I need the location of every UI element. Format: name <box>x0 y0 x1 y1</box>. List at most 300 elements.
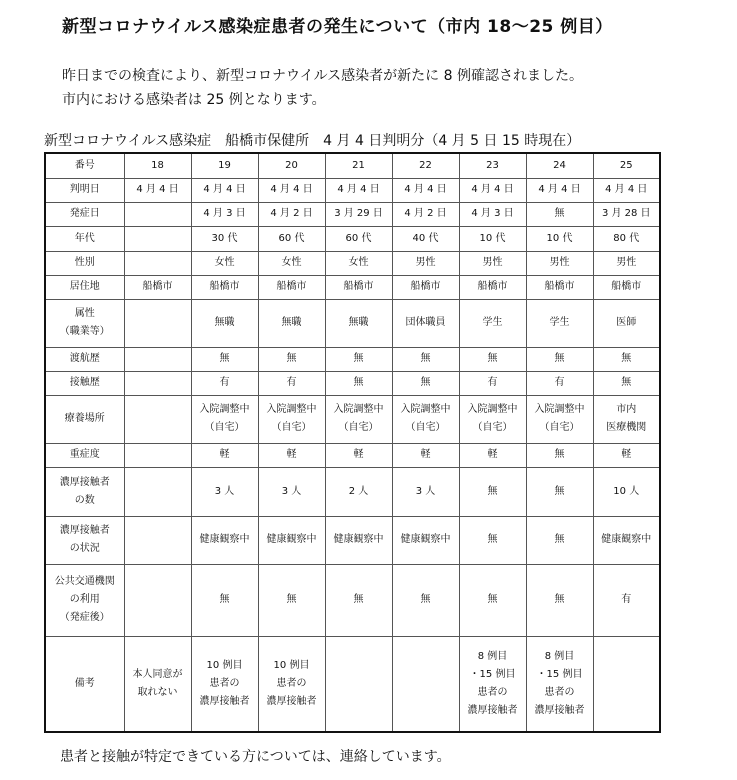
table-row <box>45 395 660 443</box>
table-cell <box>258 153 325 178</box>
cell-line: 女性 <box>281 257 302 268</box>
cell-line: 有 <box>621 594 632 605</box>
cell-line: 8 例目 <box>544 650 575 662</box>
table-cell <box>325 564 392 636</box>
table-cell <box>124 516 191 564</box>
cell-line: 本人同意が <box>132 668 183 680</box>
table-cell <box>593 226 660 251</box>
cell-line: 60 代 <box>278 232 305 244</box>
table-cell <box>526 178 593 202</box>
cell-line: 3 月 29 日 <box>334 208 383 219</box>
cell-line: 男性 <box>549 257 570 268</box>
row-header-line: 居住地 <box>69 281 100 292</box>
cell-line: （自宅） <box>405 422 446 433</box>
cell-line: 有 <box>554 377 565 388</box>
cell-line: 無職 <box>348 317 369 328</box>
table-cell <box>258 251 325 275</box>
cell-line: 軽 <box>487 449 498 460</box>
table-cell <box>526 564 593 636</box>
table-cell <box>325 636 392 732</box>
cell-line: 女性 <box>214 257 235 268</box>
table-cell <box>526 467 593 516</box>
cell-line: 医療機関 <box>606 422 647 433</box>
cell-line: （自宅） <box>539 422 580 433</box>
cell-line: （自宅） <box>338 422 379 433</box>
table-cell <box>258 443 325 467</box>
cell-line: 4 月 4 日 <box>404 184 447 195</box>
cell-line: 4 月 4 日 <box>538 184 581 195</box>
table-cell <box>526 347 593 371</box>
cell-line: 無 <box>621 353 632 364</box>
cell-line: 無 <box>487 594 498 605</box>
cell-line: 有 <box>487 377 498 388</box>
table-cell <box>459 516 526 564</box>
row-header-line: （職業等） <box>59 326 110 337</box>
row-header-line: の状況 <box>69 543 100 554</box>
table-row <box>45 275 660 299</box>
table-cell <box>258 636 325 732</box>
cell-line: 団体職員 <box>405 317 446 328</box>
cell-line: 18 <box>151 159 164 171</box>
cell-line: 無 <box>353 594 364 605</box>
row-header-line: 性別 <box>74 257 95 268</box>
table-cell <box>459 226 526 251</box>
cell-line: 23 <box>486 159 499 171</box>
table-cell <box>526 153 593 178</box>
cell-line: 無 <box>554 449 565 460</box>
cell-line: 21 <box>352 159 365 171</box>
cell-line: 軽 <box>621 449 632 460</box>
cell-line: 船橋市 <box>611 281 642 292</box>
cell-line: 無 <box>554 594 565 605</box>
table-cell <box>459 564 526 636</box>
cell-line: （自宅） <box>472 422 513 433</box>
cell-line: 船橋市 <box>544 281 575 292</box>
cell-line: 4 月 2 日 <box>404 208 447 219</box>
table-cell <box>258 395 325 443</box>
cell-line: 軽 <box>219 449 230 460</box>
table-cell <box>593 564 660 636</box>
table-cell <box>392 275 459 299</box>
cell-line: 無職 <box>214 317 235 328</box>
table-cell <box>392 636 459 732</box>
table-row <box>45 516 660 564</box>
table-cell <box>593 275 660 299</box>
row-header <box>45 347 124 371</box>
table-cell <box>124 202 191 226</box>
table-cell <box>325 251 392 275</box>
cell-line: 4 月 4 日 <box>337 184 380 195</box>
table-cell <box>459 371 526 395</box>
table-cell <box>124 467 191 516</box>
row-header-line: 発症日 <box>69 208 100 219</box>
table-cell <box>459 347 526 371</box>
cell-line: 無 <box>487 485 498 497</box>
cell-line: （自宅） <box>204 422 245 433</box>
table-row <box>45 443 660 467</box>
cell-line: 3 人 <box>281 485 302 497</box>
cell-line: 医師 <box>616 317 637 328</box>
table-row <box>45 347 660 371</box>
table-cell <box>258 226 325 251</box>
table-row <box>45 564 660 636</box>
cell-line: 船橋市 <box>410 281 441 292</box>
cell-line: 3 人 <box>214 485 235 497</box>
table-row <box>45 251 660 275</box>
cell-line: 2 人 <box>348 485 369 497</box>
table-cell <box>526 251 593 275</box>
cell-line: 健康観察中 <box>400 534 451 545</box>
table-cell <box>191 251 258 275</box>
cell-line: 濃厚接触者 <box>534 704 585 716</box>
table-row <box>45 226 660 251</box>
table-cell <box>526 275 593 299</box>
table-cell <box>392 226 459 251</box>
table-cell <box>459 395 526 443</box>
cell-line: 無 <box>286 353 297 364</box>
table-row <box>45 299 660 347</box>
cell-line: 市内 <box>616 404 637 415</box>
table-cell <box>593 467 660 516</box>
cell-line: 無 <box>353 377 364 388</box>
cell-line: 無 <box>487 353 498 364</box>
cell-line: 無 <box>420 353 431 364</box>
table-cell <box>526 516 593 564</box>
table-cell <box>325 178 392 202</box>
row-header <box>45 275 124 299</box>
cell-line: 患者の <box>544 686 575 698</box>
row-header <box>45 467 124 516</box>
cell-line: 8 例目 <box>477 650 508 662</box>
row-header <box>45 371 124 395</box>
row-header <box>45 395 124 443</box>
table-cell <box>392 443 459 467</box>
table-cell <box>325 202 392 226</box>
cell-line: 4 月 4 日 <box>270 184 313 195</box>
table-cell <box>258 564 325 636</box>
row-header-line: 重症度 <box>69 449 100 460</box>
table-cell <box>459 178 526 202</box>
cell-line: 10 例目 <box>206 659 243 671</box>
table-cell <box>191 443 258 467</box>
cell-line: 軽 <box>420 449 431 460</box>
table-cell <box>124 443 191 467</box>
cell-line: ・15 例目 <box>536 668 583 680</box>
cell-line: 無 <box>554 534 565 545</box>
row-header-line: 公共交通機関 <box>54 576 115 587</box>
cell-line: 無 <box>219 594 230 605</box>
cell-line: 3 人 <box>415 485 436 497</box>
table-caption: 新型コロナウイルス感染症 船橋市保健所 4 月 4 日判明分（4 月 5 日 15 時現在） <box>44 133 581 149</box>
table-cell <box>325 347 392 371</box>
cell-line: 入院調整中 <box>534 404 585 415</box>
table-cell <box>325 275 392 299</box>
table-cell <box>593 395 660 443</box>
table-cell <box>124 371 191 395</box>
row-header <box>45 226 124 251</box>
table-cell <box>124 395 191 443</box>
cell-line: 男性 <box>616 257 637 268</box>
cell-line: 男性 <box>482 257 503 268</box>
table-cell <box>191 636 258 732</box>
table-cell <box>124 251 191 275</box>
table-cell <box>191 564 258 636</box>
cell-line: 4 月 4 日 <box>203 184 246 195</box>
page-title: 新型コロナウイルス感染症患者の発生について（市内 18〜25 例目） <box>62 17 613 37</box>
table-cell <box>593 251 660 275</box>
cell-line: 無 <box>219 353 230 364</box>
row-header <box>45 202 124 226</box>
cell-line: 無 <box>554 353 565 364</box>
table-cell <box>392 202 459 226</box>
cell-line: 25 <box>619 159 633 171</box>
table-row <box>45 202 660 226</box>
table-cell <box>593 347 660 371</box>
cell-line: 入院調整中 <box>199 404 250 415</box>
cell-line: 4 月 2 日 <box>270 208 313 219</box>
cell-line: 患者の <box>276 677 307 689</box>
cell-line: 有 <box>219 377 230 388</box>
table-cell <box>459 636 526 732</box>
cell-line: 無 <box>554 208 565 219</box>
cell-line: 3 月 28 日 <box>601 208 651 219</box>
cell-line: 無 <box>420 594 431 605</box>
row-header-line: 備考 <box>74 677 95 689</box>
table-cell <box>191 275 258 299</box>
row-header-line: 接触歴 <box>69 377 100 388</box>
row-header-line: 年代 <box>74 232 95 244</box>
row-header <box>45 153 124 178</box>
cell-line: 入院調整中 <box>266 404 317 415</box>
row-header <box>45 443 124 467</box>
table-cell <box>191 347 258 371</box>
cell-line: 軽 <box>353 449 364 460</box>
cell-line: 無 <box>621 377 632 388</box>
table-cell <box>459 251 526 275</box>
cell-line: 無 <box>487 534 498 545</box>
table-cell <box>593 516 660 564</box>
cell-line: 19 <box>218 159 231 171</box>
cell-line: 軽 <box>286 449 297 460</box>
table-cell <box>191 153 258 178</box>
table-cell <box>124 178 191 202</box>
cell-line: 有 <box>286 377 297 388</box>
row-header-line: （発症後） <box>59 612 110 623</box>
row-header-line: 濃厚接触者 <box>59 525 110 536</box>
row-header <box>45 564 124 636</box>
table-cell <box>459 299 526 347</box>
table-cell <box>593 153 660 178</box>
table-cell <box>392 347 459 371</box>
cell-line: 船橋市 <box>477 281 508 292</box>
cell-line: 健康観察中 <box>266 534 317 545</box>
table-cell <box>258 202 325 226</box>
cell-line: 入院調整中 <box>333 404 384 415</box>
row-header-line: 療養場所 <box>64 413 105 424</box>
table-cell <box>392 299 459 347</box>
cell-line: 30 代 <box>211 232 238 244</box>
table-cell <box>124 347 191 371</box>
table-cell <box>191 299 258 347</box>
table-cell <box>392 153 459 178</box>
table-cell <box>392 251 459 275</box>
table-cell <box>526 443 593 467</box>
table-row <box>45 371 660 395</box>
cell-line: 患者の <box>477 686 508 698</box>
table-cell <box>526 371 593 395</box>
cell-line: 24 <box>553 159 566 171</box>
table-cell <box>526 299 593 347</box>
cell-line: 船橋市 <box>343 281 374 292</box>
table-cell <box>392 371 459 395</box>
table-cell <box>593 636 660 732</box>
row-header-line: 属性 <box>74 308 95 319</box>
table-cell <box>258 275 325 299</box>
cell-line: 入院調整中 <box>467 404 518 415</box>
table-cell <box>191 516 258 564</box>
row-header-line: 番号 <box>74 159 95 171</box>
table-cell <box>258 299 325 347</box>
cell-line: 濃厚接触者 <box>199 695 250 707</box>
table-cell <box>325 371 392 395</box>
table-cell <box>258 347 325 371</box>
cell-line: 健康観察中 <box>333 534 384 545</box>
table-cell <box>392 467 459 516</box>
table-cell <box>325 443 392 467</box>
table-cell <box>191 395 258 443</box>
table-cell <box>526 636 593 732</box>
cell-line: 女性 <box>348 257 369 268</box>
cell-line: 無 <box>353 353 364 364</box>
cell-line: 4 月 3 日 <box>471 208 514 219</box>
table-cell <box>526 395 593 443</box>
table-cell <box>459 275 526 299</box>
cell-line: 船橋市 <box>276 281 307 292</box>
cell-line: 4 月 4 日 <box>605 184 648 195</box>
table-cell <box>392 395 459 443</box>
table-cell <box>459 467 526 516</box>
table-cell <box>124 299 191 347</box>
table-cell <box>459 153 526 178</box>
table-row <box>45 178 660 202</box>
table-cell <box>593 178 660 202</box>
table-cell <box>325 467 392 516</box>
table-cell <box>593 443 660 467</box>
cell-line: 60 代 <box>345 232 372 244</box>
table-cell <box>526 202 593 226</box>
cell-line: 10 人 <box>613 485 640 497</box>
table-cell <box>593 202 660 226</box>
cell-line: 健康観察中 <box>199 534 250 545</box>
cell-line: 無 <box>554 485 565 497</box>
table-cell <box>124 153 191 178</box>
cell-line: 10 代 <box>546 232 573 244</box>
table-cell <box>325 153 392 178</box>
table-cell <box>124 564 191 636</box>
cell-line: 80 代 <box>613 232 640 244</box>
table-cell <box>124 275 191 299</box>
cell-line: 濃厚接触者 <box>467 704 518 716</box>
table-cell <box>191 226 258 251</box>
intro-line-1: 昨日までの検査により、新型コロナウイルス感染者が新たに 8 例確認されました。 <box>62 68 583 84</box>
table-cell <box>392 178 459 202</box>
cell-line: 無職 <box>281 317 302 328</box>
table-cell <box>325 226 392 251</box>
cell-line: 入院調整中 <box>400 404 451 415</box>
table-cell <box>124 636 191 732</box>
table-cell <box>392 564 459 636</box>
table-row <box>45 636 660 732</box>
table-cell <box>191 467 258 516</box>
table-cell <box>258 516 325 564</box>
table-cell <box>191 202 258 226</box>
table-cell <box>258 467 325 516</box>
cell-line: 無 <box>286 594 297 605</box>
row-header-line: の利用 <box>69 594 100 605</box>
table-cell <box>124 226 191 251</box>
cell-line: 男性 <box>415 257 436 268</box>
cell-line: 学生 <box>482 317 503 328</box>
table-cell <box>325 395 392 443</box>
cell-line: ・15 例目 <box>469 668 516 680</box>
table-cell <box>459 443 526 467</box>
table-cell <box>593 371 660 395</box>
table-cell <box>325 299 392 347</box>
table-cell <box>392 516 459 564</box>
row-header <box>45 516 124 564</box>
cell-line: 10 代 <box>479 232 506 244</box>
cell-line: 4 月 4 日 <box>471 184 514 195</box>
cell-line: 船橋市 <box>142 281 173 292</box>
row-header-line: の数 <box>74 494 95 506</box>
cell-line: 船橋市 <box>209 281 240 292</box>
table-cell <box>258 178 325 202</box>
table-cell <box>258 371 325 395</box>
table-row <box>45 153 660 178</box>
cell-line: 4 月 3 日 <box>203 208 246 219</box>
table-cell <box>325 516 392 564</box>
intro-line-2: 市内における感染者は 25 例となります。 <box>62 92 326 108</box>
cell-line: 取れない <box>137 686 178 698</box>
cell-line: 4 月 4 日 <box>136 184 179 195</box>
cell-line: 濃厚接触者 <box>266 695 317 707</box>
table-cell <box>459 202 526 226</box>
cell-line: 22 <box>419 159 432 171</box>
cell-line: 20 <box>285 159 298 171</box>
row-header <box>45 636 124 732</box>
cell-line: 10 例目 <box>273 659 310 671</box>
table-row <box>45 467 660 516</box>
cell-line: 学生 <box>549 317 570 328</box>
footer-note: 患者と接触が特定できている方については、連絡しています。 <box>60 749 451 765</box>
cases-table <box>44 152 661 733</box>
cell-line: 40 代 <box>412 232 439 244</box>
row-header-line: 濃厚接触者 <box>59 476 110 488</box>
table-cell <box>526 226 593 251</box>
table-cell <box>191 371 258 395</box>
cell-line: 健康観察中 <box>601 534 652 545</box>
cell-line: （自宅） <box>271 422 312 433</box>
table-cell <box>593 299 660 347</box>
row-header-line: 渡航歴 <box>69 353 100 364</box>
cell-line: 患者の <box>209 677 240 689</box>
row-header-line: 判明日 <box>69 184 100 195</box>
row-header <box>45 178 124 202</box>
intro-paragraph <box>62 64 583 112</box>
table-cell <box>191 178 258 202</box>
cell-line: 無 <box>420 377 431 388</box>
row-header <box>45 299 124 347</box>
